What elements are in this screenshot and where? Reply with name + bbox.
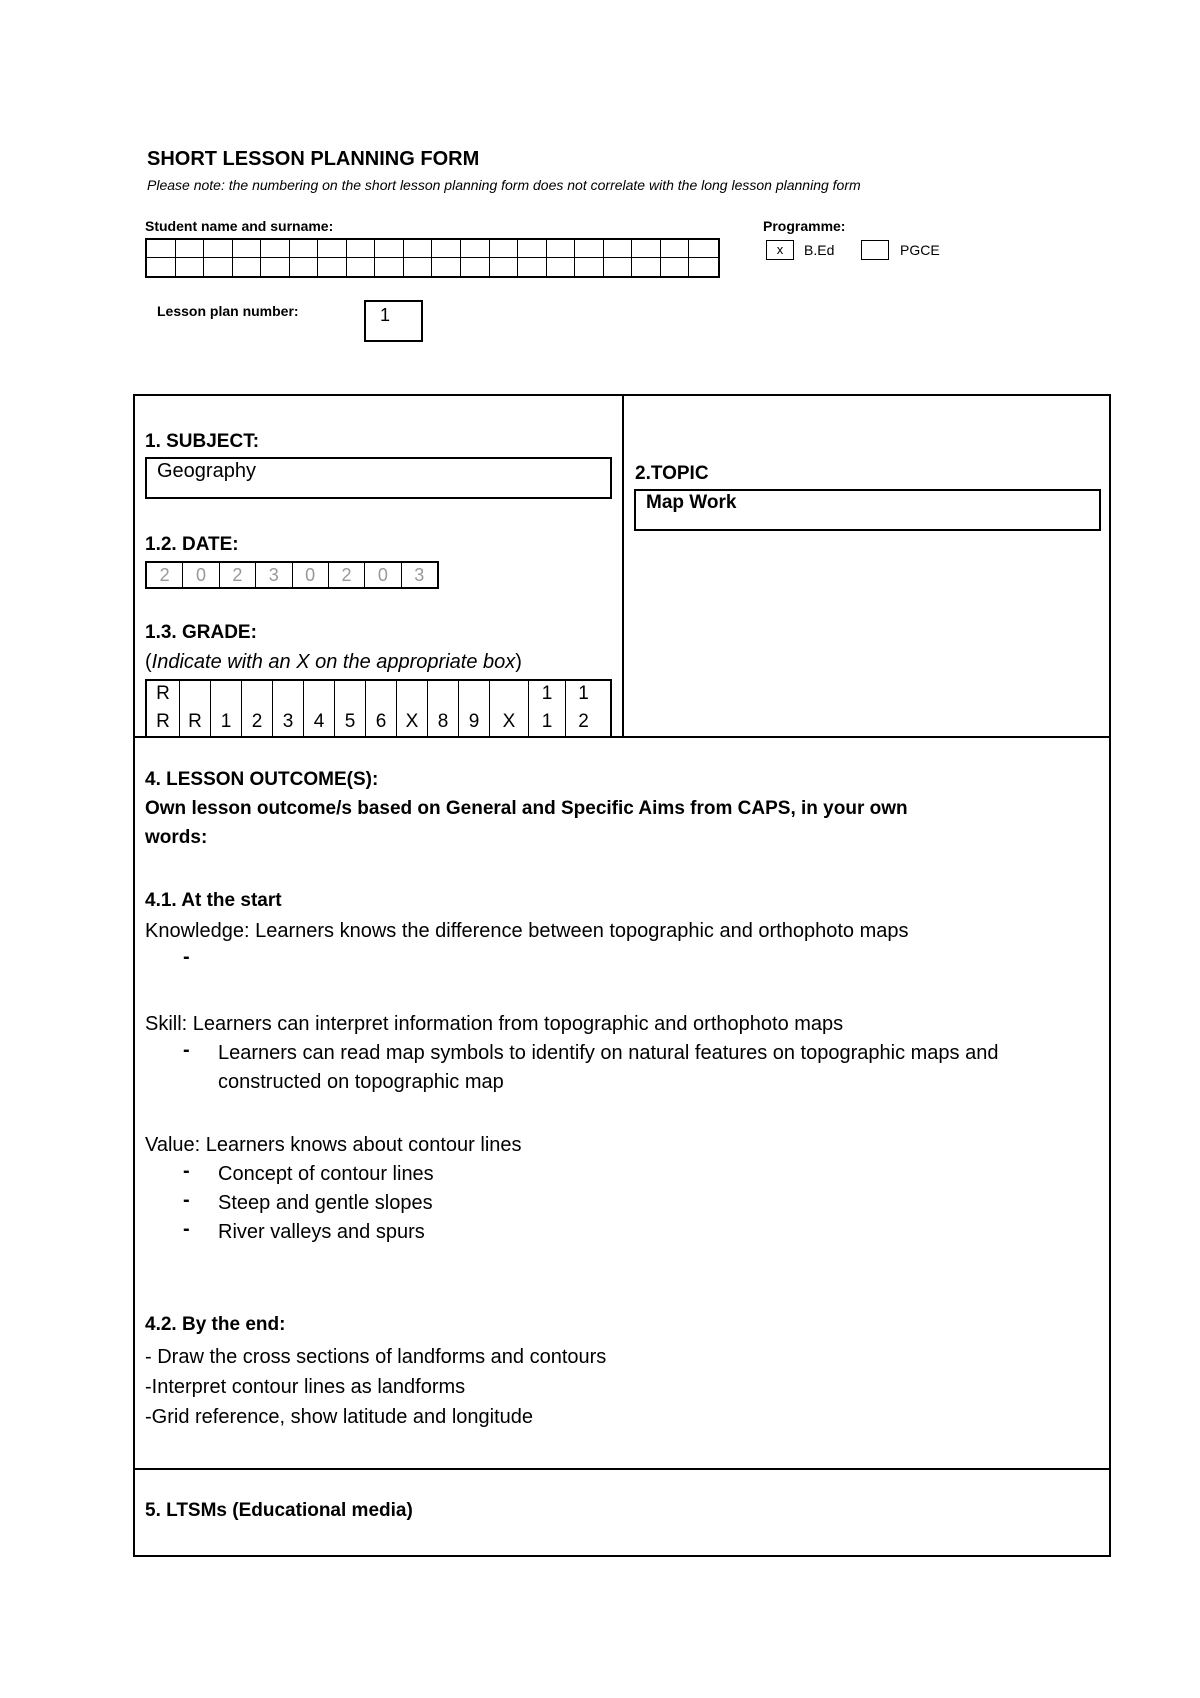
grade-cell[interactable] (304, 681, 335, 736)
section-divider-1 (133, 736, 1111, 738)
skill-bullet-2: constructed on topographic map (218, 1071, 504, 1093)
grade-cell[interactable] (428, 681, 459, 736)
grade-label: 1.3. GRADE: (145, 622, 257, 643)
grade-table[interactable] (145, 679, 612, 736)
column-divider (622, 394, 624, 736)
grade-cell-bottom: 2 (251, 711, 263, 732)
date-digit-cell[interactable]: 0 (293, 563, 329, 587)
name-grid-cell[interactable] (204, 258, 233, 276)
value-dash-1: - (183, 1160, 190, 1182)
value-bullet-2: Steep and gentle slopes (218, 1192, 433, 1214)
end-label: 4.2. By the end: (145, 1314, 286, 1335)
name-grid-cell[interactable] (375, 258, 404, 276)
knowledge-text: Knowledge: Learners knows the difference between topographic and orthophoto maps (145, 920, 909, 942)
end-item-3: -Grid reference, show latitude and longitude (145, 1406, 534, 1428)
grade-cell[interactable] (147, 681, 180, 736)
name-grid-cell[interactable] (318, 240, 347, 258)
end-item-2: -Interpret contour lines as landforms (145, 1376, 466, 1398)
pgce-checkbox[interactable] (861, 240, 889, 260)
grade-cell-bottom: 3 (282, 711, 294, 732)
name-grid-cell[interactable] (147, 240, 176, 258)
grade-cell-bottom: 4 (313, 711, 325, 732)
name-grid-cell[interactable] (261, 240, 290, 258)
name-grid-cell[interactable] (204, 240, 233, 258)
name-grid-cell[interactable] (176, 258, 205, 276)
grade-cell[interactable] (273, 681, 304, 736)
grade-cell-bottom: X (502, 711, 516, 732)
name-grid-cell[interactable] (347, 258, 376, 276)
subject-field[interactable]: Geography (145, 457, 612, 499)
grade-instruction-text: Indicate with an X on the appropriate box (151, 651, 516, 673)
grade-cell-bottom: 9 (468, 711, 480, 732)
name-grid-cell[interactable] (604, 240, 633, 258)
grade-cell[interactable] (566, 681, 601, 736)
lesson-plan-number-box[interactable]: 1 (364, 300, 423, 342)
name-grid-cell[interactable] (347, 240, 376, 258)
name-grid-cell[interactable] (375, 240, 404, 258)
date-digit-cell[interactable]: 2 (147, 563, 183, 587)
grade-cell[interactable] (529, 681, 566, 736)
grade-cell-top: 1 (541, 683, 553, 704)
name-grid-cell[interactable] (290, 240, 319, 258)
name-grid-cell[interactable] (233, 240, 262, 258)
date-digit-cell[interactable]: 2 (329, 563, 365, 587)
grade-cell-bottom: X (405, 711, 419, 732)
name-grid-cell[interactable] (461, 240, 490, 258)
name-grid-cell[interactable] (404, 240, 433, 258)
lesson-plan-label: Lesson plan number: (157, 303, 299, 319)
name-grid-cell[interactable] (689, 240, 718, 258)
outcomes-subtitle-1: Own lesson outcome/s based on General and Specific Aims from CAPS, in your own (145, 798, 908, 819)
name-grid-cell[interactable] (575, 240, 604, 258)
name-grid-cell[interactable] (518, 240, 547, 258)
date-digit-cell[interactable]: 0 (365, 563, 401, 587)
name-grid-cell[interactable] (575, 258, 604, 276)
date-label: 1.2. DATE: (145, 534, 239, 555)
grade-cell[interactable] (459, 681, 490, 736)
date-digit-cell[interactable]: 3 (414, 565, 425, 585)
subject-label: 1. SUBJECT: (145, 431, 260, 452)
name-grid-cell[interactable] (461, 258, 490, 276)
section-divider-2 (133, 1468, 1111, 1470)
grade-cell-bottom: 8 (437, 711, 449, 732)
grade-cell[interactable] (490, 681, 529, 736)
name-grid-cell[interactable] (432, 258, 461, 276)
outcomes-subtitle-2: words: (145, 827, 208, 848)
value-dash-3: - (183, 1218, 190, 1240)
name-grid-cell[interactable] (261, 258, 290, 276)
name-grid-cell[interactable] (632, 258, 661, 276)
outcomes-label: 4. LESSON OUTCOME(S): (145, 769, 379, 790)
value-dash-2: - (183, 1189, 190, 1211)
skill-text: Skill: Learners can interpret information from topographic and orthophoto maps (145, 1013, 844, 1035)
grade-cell-bottom: R (188, 711, 202, 732)
skill-bullet-1: Learners can read map symbols to identify on natural features on topographic maps and (218, 1042, 999, 1064)
grade-instruction: (Indicate with an X on the appropriate box) (145, 651, 522, 673)
knowledge-dash: - (183, 946, 190, 968)
name-grid-cell[interactable] (518, 258, 547, 276)
start-label: 4.1. At the start (145, 890, 282, 911)
name-grid-cell[interactable] (689, 258, 718, 276)
date-digit-cell[interactable]: 0 (183, 563, 219, 587)
name-grid-cell[interactable] (604, 258, 633, 276)
student-name-label: Student name and surname: (145, 218, 334, 234)
bed-label: B.Ed (804, 242, 835, 258)
name-grid-cell[interactable] (147, 258, 176, 276)
date-grid[interactable] (145, 561, 439, 589)
student-name-grid[interactable] (145, 238, 720, 278)
name-grid-cell[interactable] (661, 258, 690, 276)
name-grid-cell[interactable] (404, 258, 433, 276)
grade-cell-bottom: 1 (541, 711, 553, 732)
grade-cell-bottom: 6 (375, 711, 387, 732)
date-digit-cell[interactable]: 3 (256, 563, 292, 587)
skill-dash: - (183, 1039, 190, 1061)
name-grid-cell[interactable] (661, 240, 690, 258)
name-grid-cell[interactable] (547, 240, 576, 258)
value-text: Value: Learners knows about contour lines (145, 1134, 522, 1156)
value-bullet-3: River valleys and spurs (218, 1221, 425, 1243)
grade-cell[interactable] (242, 681, 273, 736)
programme-label: Programme: (763, 218, 846, 234)
grade-cell-top: 1 (578, 683, 589, 704)
bed-checkbox[interactable]: x (766, 240, 794, 260)
name-grid-cell[interactable] (233, 258, 262, 276)
pgce-label: PGCE (900, 242, 940, 258)
name-grid-cell[interactable] (432, 240, 461, 258)
grade-cell-top: R (156, 683, 170, 704)
topic-field[interactable]: Map Work (634, 489, 1101, 531)
grade-cell-bottom: 2 (578, 711, 589, 732)
grade-cell[interactable] (397, 681, 428, 736)
name-grid-cell[interactable] (632, 240, 661, 258)
name-grid-cell[interactable] (547, 258, 576, 276)
grade-cell-bottom: 5 (344, 711, 356, 732)
date-digit-cell[interactable]: 2 (220, 563, 256, 587)
grade-cell[interactable] (335, 681, 366, 736)
topic-label: 2.TOPIC (635, 463, 709, 484)
end-item-1: - Draw the cross sections of landforms and contours (145, 1346, 607, 1368)
grade-cell[interactable] (180, 681, 211, 736)
grade-cell[interactable] (366, 681, 397, 736)
form-title: SHORT LESSON PLANNING FORM (147, 148, 480, 170)
grade-cell-bottom: 1 (220, 711, 232, 732)
grade-cell[interactable] (211, 681, 242, 736)
value-bullet-1: Concept of contour lines (218, 1163, 434, 1185)
grade-cell-bottom: R (156, 711, 170, 732)
form-note: Please note: the numbering on the short lesson planning form does not correlate with the long lesson planning form (147, 177, 861, 193)
name-grid-cell[interactable] (290, 258, 319, 276)
name-grid-cell[interactable] (490, 240, 519, 258)
name-grid-cell[interactable] (490, 258, 519, 276)
name-grid-cell[interactable] (318, 258, 347, 276)
name-grid-cell[interactable] (176, 240, 205, 258)
ltsm-label: 5. LTSMs (Educational media) (145, 1500, 413, 1521)
